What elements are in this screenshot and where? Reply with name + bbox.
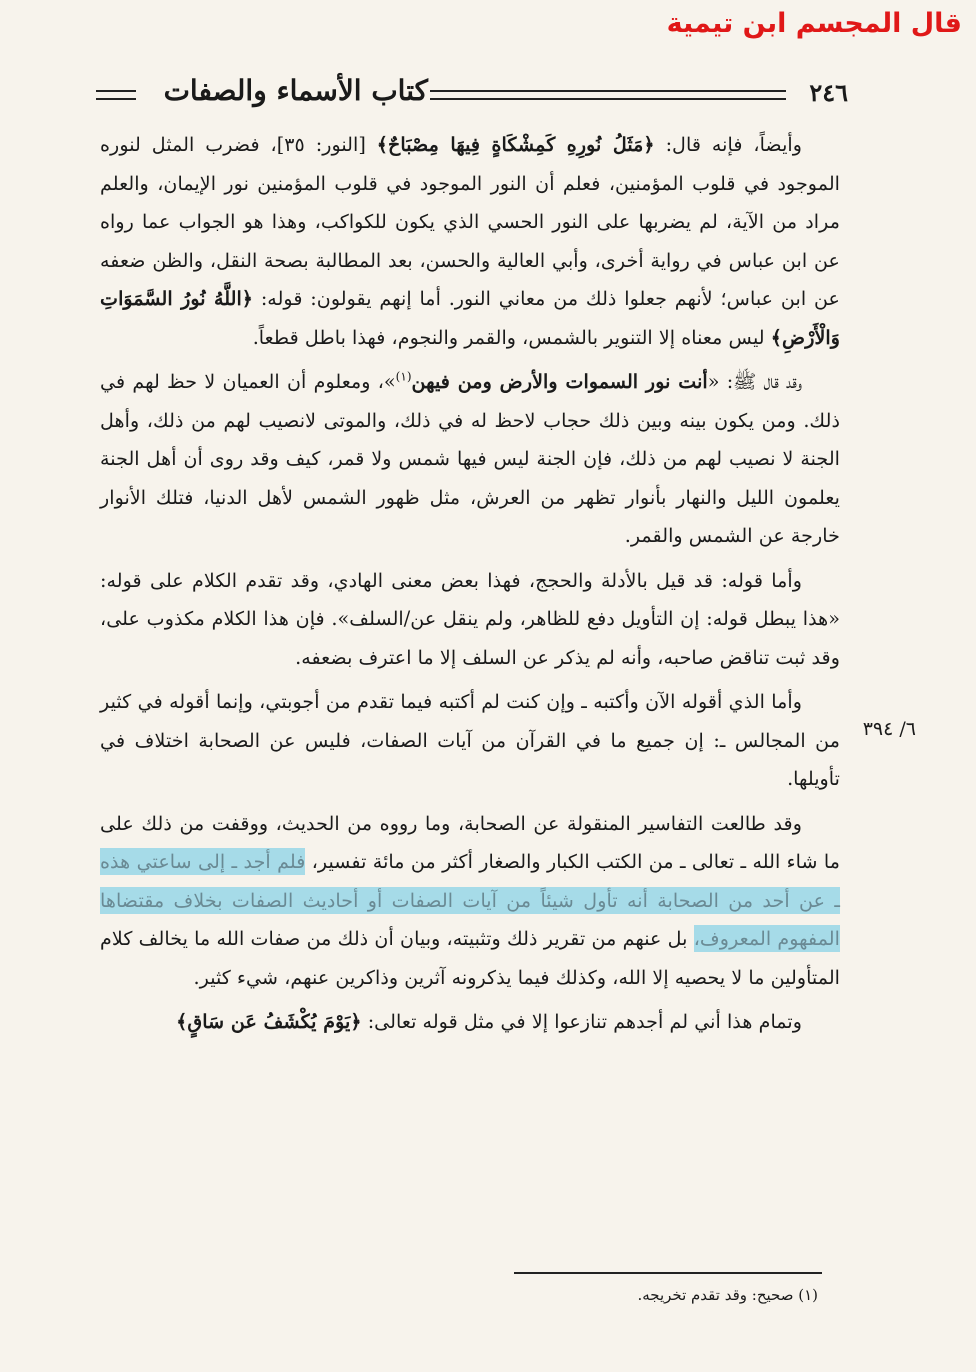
footnote: (١) صحيح: وقد تقدم تخريجه.	[637, 1286, 818, 1304]
book-title: كتاب الأسماء والصفات	[163, 74, 428, 107]
paragraph-3: وأما قوله: قد قيل بالأدلة والحجج، فهذا بعض معنى الهادي، وقد تقدم الكلام على قوله: «هذا يبطل قوله: إن التأويل دفع للظاهر، ولم ينقل عن/السلف». فإن هذا الكلام مكذوب على، وقد ثبت تناقض صاحبه، وأنه لم يذكر عن السلف إلا ما اعترف بضعفه.	[100, 568, 840, 669]
footnote-divider	[514, 1272, 822, 1274]
paragraph-1	[100, 126, 840, 357]
header-rule-right	[430, 90, 786, 100]
quran-verse: ﴿اللَّهُ نُورُ السَّمَوَاتِ وَالْأَرْضِ﴾	[100, 287, 840, 349]
text-span: وتمام هذا أني لم أجدهم تنازعوا إلا في مثل قوله تعالى:	[361, 1010, 802, 1033]
text-span: »، ومعلوم أن العميان لا حظ لهم في ذلك. ومن يكون بينه وبين ذلك حجاب لاحظ له في ذلك، والموتى لانصيب لهم من ذلك، وأهل الجنة لا نصيب لهم من ذلك، فإن الجنة ليس فيها شمس ولا قمر، كيف وقد روى أن أهل الجنة يعلمون الليل والنهار بأنوار تظهر من العرش، مثل ظهور الشمس لأهل الدنيا، فتلك الأنوار خارجة عن الشمس والقمر.	[100, 370, 840, 547]
text-span: [النور: ٣٥]، فضرب المثل لنوره الموجود في قلوب المؤمنين، فعلم أن النور الموجود في قلوب المؤمنين نور الإيمان، والعلم مراد من الآية، لم يضربها على النور الحسي الذي يكون للكواكب، وهذا هو الجواب عما رواه عن ابن عباس في رواية أخرى، وأبي العالية والحسن، بعد المطالبة بصحة النقل، والظن ضعفه عن ابن عباس؛ لأنهم جعلوا ذلك من معاني النور. أما إنهم يقولون: قوله:	[100, 133, 840, 310]
page-header	[96, 74, 848, 114]
paragraph-5	[100, 805, 840, 998]
highlighted-passage: فلم أجد ـ إلى ساعتي هذه ـ عن أحد من الصحابة أنه تأول شيئاً من آيات الصفات أو أحاديث الصفات بخلاف مقتضاها المفهوم المعروف،	[100, 850, 840, 950]
header-rule-left	[96, 90, 136, 100]
text-span: ليس معناه إلا التنوير بالشمس، والقمر والنجوم، فهذا باطل قطعاً.	[252, 325, 771, 349]
text-span: وقد طالعت التفاسير المنقولة عن الصحابة، وما رووه من الحديث، ووقفت من ذلك على ما شاء الله ـ تعالى ـ من الكتب الكبار والصغار أكثر من مائة تفسير،	[100, 811, 840, 873]
page-number: ٢٤٦	[809, 78, 848, 107]
hadith-quote: أنت نور السموات والأرض ومن فيهن	[411, 370, 708, 393]
footnote-marker: (١)	[395, 369, 412, 384]
overlay-title: قال المجسم ابن تيمية	[666, 8, 962, 39]
margin-reference: ٦/ ٣٩٤	[862, 718, 916, 740]
paragraph-4: وأما الذي أقوله الآن وأكتبه ـ وإن كنت لم أكتبه فيما تقدم من أجوبتي، وإنما أقوله في كثير من المجالس ـ: إن جميع ما في القرآن من آيات الصفات، فليس عن الصحابة اختلاف في تأويلها.	[100, 690, 840, 790]
text-span: وقد قال ﷺ: «	[707, 370, 802, 393]
text-span: بل عنهم من تقرير ذلك وتثبيته، وبيان أن ذلك من صفات الله ما يخالف كلام المتأولين ما لا يحصيه إلا الله، وكذلك فيما يذكرونه آثرين وذاكرين عنهم، شيء كثير.	[100, 927, 840, 989]
quran-verse: ﴿يَوْمَ يُكْشَفُ عَن سَاقٍ﴾	[176, 1010, 362, 1033]
quran-verse: ﴿مَثَلُ نُورِهِ كَمِشْكَاةٍ فِيهَا مِصْبَاحٌ﴾	[376, 133, 655, 156]
paragraph-6	[100, 1003, 840, 1042]
text-span: وأيضاً، فإنه قال:	[665, 133, 803, 156]
main-text	[100, 126, 840, 1048]
paragraph-2	[100, 363, 840, 556]
